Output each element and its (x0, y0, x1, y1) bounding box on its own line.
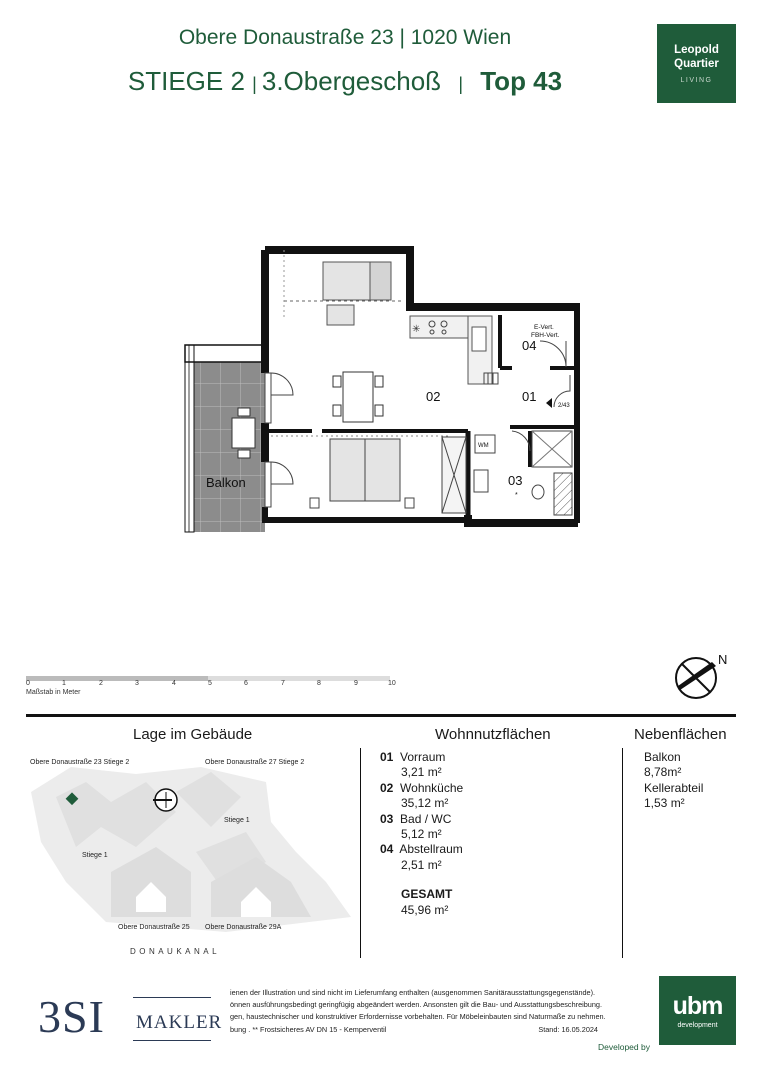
neben-list: Balkon 8,78m² Kellerabteil 1,53 m² (644, 750, 704, 811)
unit-floor: 3.Obergeschoß (261, 66, 442, 96)
wohnnutz-list: 01 Vorraum 3,21 m² 02 Wohnküche 35,12 m² 03 Bad / WC 5,12 m² 04 Abstellraum 2,51 m² GESAMT 45,96 m² (380, 750, 600, 918)
total-area: 45,96 m² (401, 902, 449, 917)
map-label-br: Obere Donaustraße 29A (205, 924, 282, 931)
unit-title: STIEGE 2 | 3.Obergeschoß | Top 43 (127, 66, 563, 96)
map-label-tl: Obere Donaustraße 23 Stiege 2 (30, 759, 130, 766)
evert-label: E-Vert. (534, 324, 554, 331)
balcony-label: Balkon (206, 475, 246, 490)
floor-plan (180, 245, 580, 540)
compass-north: N (718, 652, 728, 667)
room-entry-04: 04 Abstellraum (380, 842, 463, 857)
disclaimer: ienen der Illustration und sind nicht im Lieferumfang enthalten (ausgenommen Sanitärausstattungsgegenstände). önnen ausführungsbedingt geringfügig abgeändert werden. Ansonsten gilt die Bau- und Ausstattungsbeschreibung. gen, haustechnischer und konstruktiver Erfordernisse vorbehalten. Für Möbeleinbauten sind Naturmaße zu nehmen. bung . ** Frostsicheres AV DN 15 - Kemperventil Stand: 16.05.2024 (230, 988, 606, 1034)
compass-icon (672, 648, 736, 702)
fbhvert-label: FBH-Vert. (531, 332, 560, 339)
svg-text:✳: ✳ (412, 324, 421, 335)
divider-vertical-2 (622, 748, 623, 958)
developed-by: Developed by (598, 1042, 650, 1052)
room-entry-02: 02 Wohnküche (380, 780, 464, 795)
map-label-stiege1-left: Stiege 1 (82, 852, 108, 859)
scale-caption: Maßstab in Meter (26, 689, 81, 696)
leopold-quartier-logo: Leopold Quartier LIVING (657, 24, 736, 103)
room-entry-01: 01 Vorraum (380, 750, 446, 764)
scale-ticks: 0 1 2 3 4 5 6 7 8 9 10 (26, 680, 396, 687)
address-title: Obere Donaustraße 23 | 1020 Wien (178, 26, 512, 49)
total-label: GESAMT (401, 887, 453, 902)
door-number: 2/43 (558, 403, 570, 409)
unit-top: Top 43 (480, 66, 563, 96)
svg-text:*: * (515, 492, 518, 499)
wm-label: WM (478, 443, 489, 449)
room-04-label: 04 (522, 338, 537, 353)
room-01-label: 01 (522, 389, 537, 404)
makler-rule-bottom (133, 1040, 211, 1041)
room-entry-03: 03 Bad / WC (380, 811, 452, 826)
room-02-label: 02 (426, 389, 441, 404)
map-label-tr: Obere Donaustraße 27 Stiege 2 (205, 759, 305, 766)
ubm-logo: ubm development (659, 976, 736, 1045)
makler-rule-top (133, 997, 211, 998)
divider-vertical-1 (360, 748, 361, 958)
makler-logo: MAKLER (136, 1012, 223, 1033)
map-label-stiege1-right: Stiege 1 (224, 817, 250, 824)
room-03-label: 03 (508, 473, 523, 488)
neben-heading: Nebenflächen (634, 726, 727, 743)
wohnnutz-heading: Wohnnutzflächen (435, 726, 551, 743)
canal-label: DONAUKANAL (129, 947, 221, 956)
location-map (26, 752, 356, 942)
location-heading: Lage im Gebäude (133, 726, 253, 743)
3si-logo: 3SI (38, 991, 105, 1042)
divider-rule (26, 714, 736, 717)
unit-stiege: STIEGE 2 (127, 66, 245, 96)
map-label-bl: Obere Donaustraße 25 (118, 924, 190, 931)
